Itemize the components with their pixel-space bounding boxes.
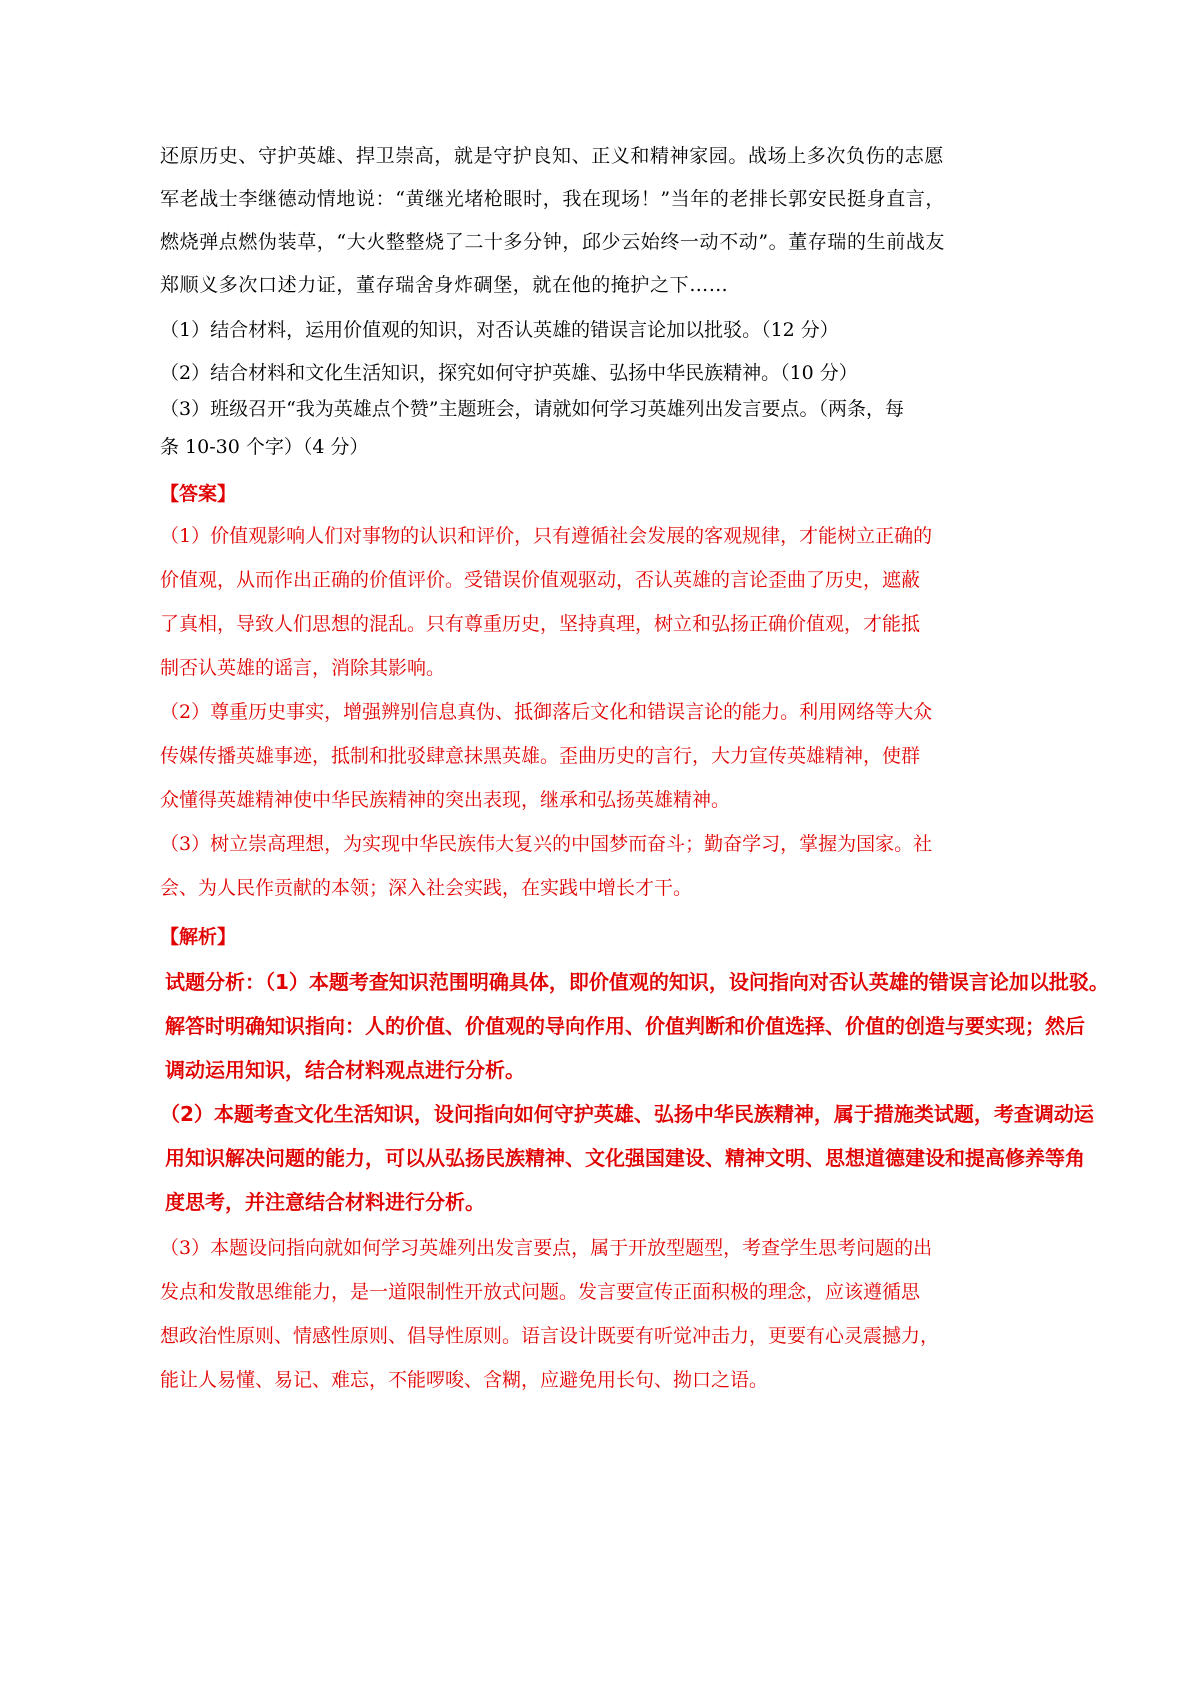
answer-line-4: 制否认英雄的谣言，消除其影响。 <box>160 657 446 679</box>
analysis-line-1: （3）本题设问指向就如何学习英雄列出发言要点，属于开放型题型，考查学生思考问题的出 <box>160 1237 933 1259</box>
analysis-bold-line-1: 试题分析：（1）本题考查知识范围明确具体，即价值观的知识，设问指向对否认英雄的错误言论加以批驳。 <box>165 970 1109 994</box>
question-3-line-2: 条 10-30 个字）（4 分） <box>160 436 369 458</box>
answer-line-7: 众懂得英雄精神使中华民族精神的突出表现，继承和弘扬英雄精神。 <box>160 789 731 811</box>
answer-line-3: 了真相，导致人们思想的混乱。只有尊重历史，坚持真理，树立和弘扬正确价值观，才能抵 <box>160 613 921 635</box>
answer-line-8: （3）树立崇高理想，为实现中华民族伟大复兴的中国梦而奋斗；勤奋学习，掌握为国家。社 <box>160 833 933 855</box>
analysis-bold-line-4: （2）本题考查文化生活知识，设问指向如何守护英雄、弘扬中华民族精神，属于措施类试题，考查调动运 <box>160 1102 1094 1126</box>
analysis-bold-line-2: 解答时明确知识指向：人的价值、价值观的导向作用、价值判断和价值选择、价值的创造与要实现；然后 <box>165 1014 1085 1038</box>
question-3-line-1: （3）班级召开“我为英雄点个赞”主题班会，请就如何学习英雄列出发言要点。（两条，每 <box>160 398 905 420</box>
analysis-bold-line-3: 调动运用知识，结合材料观点进行分析。 <box>165 1058 525 1082</box>
material-line-3: 燃烧弹点燃伪装草，“大火整整烧了二十多分钟，邱少云始终一动不动”。董存瑞的生前战友 <box>160 231 946 253</box>
question-1: （1）结合材料，运用价值观的知识，对否认英雄的错误言论加以批驳。（12 分） <box>160 319 839 341</box>
answer-line-2: 价值观，从而作出正确的价值评价。受错误价值观驱动，否认英雄的言论歪曲了历史，遮蔽 <box>160 569 921 591</box>
analysis-line-3: 想政治性原则、情感性原则、倡导性原则。语言设计既要有听觉冲击力，更要有心灵震撼力， <box>160 1325 940 1347</box>
material-line-1: 还原历史、守护英雄、捍卫崇高，就是守护良知、正义和精神家园。战场上多次负伤的志愿 <box>160 145 945 167</box>
answer-line-6: 传媒传播英雄事迹，抵制和批驳肆意抹黑英雄。歪曲历史的言行，大力宣传英雄精神，使群 <box>160 745 921 767</box>
analysis-bold-line-6: 度思考，并注意结合材料进行分析。 <box>165 1190 485 1214</box>
answer-line-1: （1）价值观影响人们对事物的认识和评价，只有遵循社会发展的客观规律，才能树立正确的 <box>160 525 933 547</box>
answer-line-9: 会、为人民作贡献的本领；深入社会实践，在实践中增长才干。 <box>160 877 693 899</box>
analysis-heading: 【解析】 <box>160 926 237 948</box>
analysis-line-2: 发点和发散思维能力，是一道限制性开放式问题。发言要宣传正面积极的理念，应该遵循思 <box>160 1281 921 1303</box>
question-2: （2）结合材料和文化生活知识，探究如何守护英雄、弘扬中华民族精神。（10 分） <box>160 362 858 384</box>
analysis-line-4: 能让人易懂、易记、难忘，不能啰唆、含糊，应避免用长句、拗口之语。 <box>160 1369 769 1391</box>
analysis-bold-line-5: 用知识解决问题的能力，可以从弘扬民族精神、文化强国建设、精神文明、思想道德建设和提高修养等角 <box>165 1146 1085 1170</box>
answer-heading: 【答案】 <box>160 483 237 505</box>
material-line-2: 军老战士李继德动情地说：“黄继光堵枪眼时，我在现场！”当年的老排长郭安民挺身直言， <box>160 188 946 210</box>
material-line-4: 郑顺义多次口述力证，董存瑞舍身炸碉堡，就在他的掩护之下…… <box>160 274 729 296</box>
answer-line-5: （2）尊重历史事实，增强辨别信息真伪、抵御落后文化和错误言论的能力。利用网络等大众 <box>160 701 933 723</box>
